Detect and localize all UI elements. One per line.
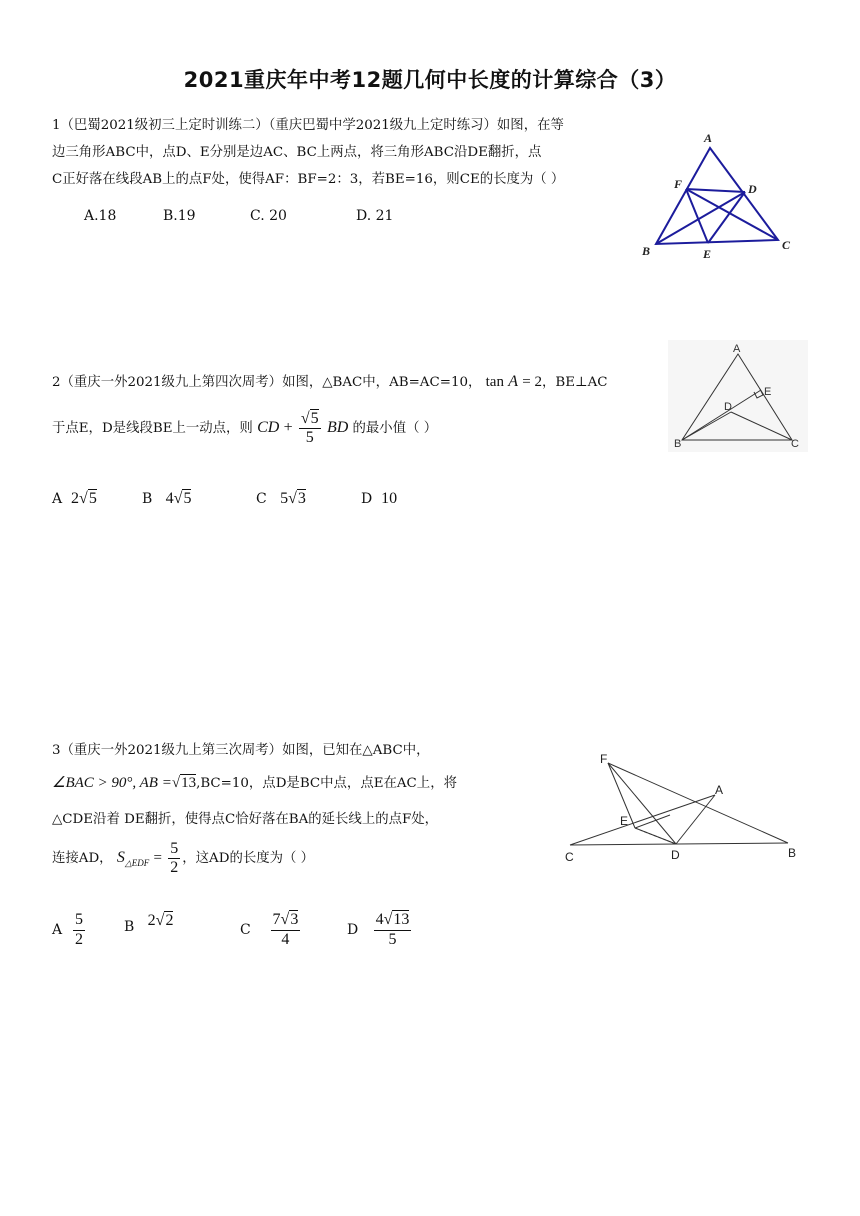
q3-label-f: F: [600, 752, 608, 766]
q3-label-d: D: [671, 848, 680, 862]
q3-line3: △CDE沿着 DE翻折，使得点C恰好落在BA的延长线上的点F处，: [52, 812, 439, 827]
q3-area-eq: =: [153, 850, 162, 866]
q3-option-a-num: 5: [73, 911, 85, 930]
q3-angle: ∠BAC > 90°, AB =: [52, 775, 172, 791]
q3-line2: ∠BAC > 90°, AB =√13,BC=10，点D是BC中点，点E在AC上，将: [52, 775, 457, 791]
page-title: 2021重庆年中考12题几何中长度的计算综合（3）: [183, 68, 677, 92]
q2-label-d: D: [724, 401, 732, 413]
q2-label-e: E: [764, 386, 772, 398]
q3-option-b-letter: B: [124, 919, 135, 935]
q2-label-b: B: [674, 438, 682, 450]
q3-option-d-letter: D: [347, 922, 359, 938]
q1-label-d: D: [748, 182, 757, 196]
q2-plus: +: [283, 419, 293, 436]
q3-option-c: [240, 908, 302, 952]
q3-label-e: E: [620, 814, 629, 828]
q2-tan: tan: [485, 374, 504, 390]
q3-label-a: A: [715, 783, 724, 797]
q2-tan-a: A: [508, 373, 519, 390]
q3-line1: 3（重庆一外2021级九上第三次周考）如图，已知在△ABC中，: [52, 743, 430, 758]
q2-fraction: [299, 410, 321, 448]
q3-area-s: S: [116, 849, 125, 866]
q3-area-den: 2: [170, 859, 179, 876]
q2-figure: [668, 340, 808, 452]
q1-label-a: A: [704, 131, 713, 145]
q2-option-b-rad: 5: [183, 490, 192, 507]
q2-option-c-rad: 3: [297, 490, 306, 507]
q2-option-c: C 5√3: [256, 490, 306, 507]
q1-option-a: A.18: [84, 208, 117, 224]
q3-option-d-den: 5: [388, 930, 397, 948]
q2-option-a-letter: A: [52, 491, 63, 507]
q3-option-a-den: 2: [75, 930, 84, 948]
q2-fraction-den: 5: [305, 429, 314, 446]
q2-line2-head: 于点E，D是线段BE上一动点，则: [52, 421, 253, 436]
q2-option-a: A 2√5: [52, 490, 97, 507]
q3-option-c-fraction: $\frac{7√3}{4}$: [272, 911, 299, 948]
q3-option-b: B 2√2: [124, 912, 174, 935]
q2-label-c: C: [791, 438, 799, 450]
q3-option-c-den: 4: [281, 930, 290, 948]
q3-option-c-num-rad: 3: [290, 911, 299, 929]
q2-line1: [52, 374, 608, 390]
q3-label-b: B: [788, 846, 797, 860]
q3-option-c-num-coef: 7: [272, 911, 281, 929]
q3-option-b-rad: 2: [165, 912, 174, 929]
q3-option-b-coef: 2: [147, 912, 156, 929]
q3-line2-tail: ,BC=10，点D是BC中点，点E在AC上，将: [196, 776, 457, 791]
q2-option-d: [361, 490, 397, 508]
q2-fraction-num: √5: [299, 410, 321, 429]
q2-option-a-coef: 2: [71, 490, 80, 507]
q1-label-e: E: [703, 247, 712, 261]
q1-label-b: B: [642, 244, 651, 258]
q3-area: [116, 849, 150, 869]
q1-label-c: C: [782, 238, 791, 252]
q1-option-c: C. 20: [250, 208, 287, 224]
q2-cd: CD: [257, 419, 280, 436]
q1-line1: 1（巴蜀2021级初三上定时训练二）（重庆巴蜀中学2021级九上定时练习）如图，在等: [52, 118, 564, 133]
q3-option-a: [52, 908, 87, 952]
q3-line4-head: 连接AD，: [52, 851, 113, 866]
q3-option-d-fraction: $\frac{4√13}{5}$: [375, 911, 410, 948]
q2-option-b-coef: 4: [165, 490, 174, 507]
q3-area-num: 5: [168, 840, 180, 859]
q2-line2-tail: 的最小值（ ）: [352, 421, 438, 436]
q3-line4: [52, 838, 314, 878]
q3-ab-rad: 13: [181, 775, 197, 791]
q2-option-b: B 4√5: [142, 490, 192, 507]
q3-line4-tail: ，这AD的长度为（ ）: [182, 851, 315, 866]
q2-sqrt-radicand: 5: [310, 409, 319, 427]
q2-line1-text: 2（重庆一外2021级九上第四次周考）如图，△BAC中，AB=AC=10，: [52, 375, 482, 390]
q3-option-c-letter: C: [240, 922, 251, 938]
q3-option-a-fraction: [73, 911, 85, 949]
q2-tan-value: = 2: [522, 374, 542, 390]
q1-label-f: F: [674, 177, 683, 191]
q2-bd: BD: [326, 419, 349, 436]
q3-option-d-num-coef: 4: [375, 911, 384, 929]
q1-line2: 边三角形ABC中，点D、E分别是边AC、BC上两点，将三角形ABC沿DE翻折，点: [52, 145, 542, 160]
q2-option-c-coef: 5: [280, 490, 289, 507]
q2-option-a-rad: 5: [88, 490, 97, 507]
q1-option-b: B.19: [163, 208, 196, 224]
q3-option-d-num-rad: 13: [393, 911, 410, 929]
q3-area-fraction: [168, 840, 180, 878]
q3-figure: [560, 745, 810, 870]
q3-area-sub: △EDF: [124, 858, 150, 869]
q2-label-a: A: [733, 343, 741, 355]
q2-line2: [52, 408, 437, 448]
q1-option-d: D. 21: [356, 208, 394, 224]
q3-option-a-letter: A: [52, 922, 63, 938]
q2-line1-tail: ，BE⊥AC: [542, 375, 608, 390]
q2-option-c-letter: C: [256, 491, 267, 507]
q3-option-d: [347, 908, 413, 952]
q1-figure: [640, 130, 800, 260]
q1-line3: C正好落在线段AB上的点F处，使得AF：BF=2：3，若BE=16，则CE的长度为（ ）: [52, 172, 565, 187]
q2-option-d-letter: D: [361, 491, 373, 507]
q2-option-d-value: 10: [381, 490, 398, 507]
q2-option-b-letter: B: [142, 491, 153, 507]
q3-label-c: C: [565, 850, 574, 864]
